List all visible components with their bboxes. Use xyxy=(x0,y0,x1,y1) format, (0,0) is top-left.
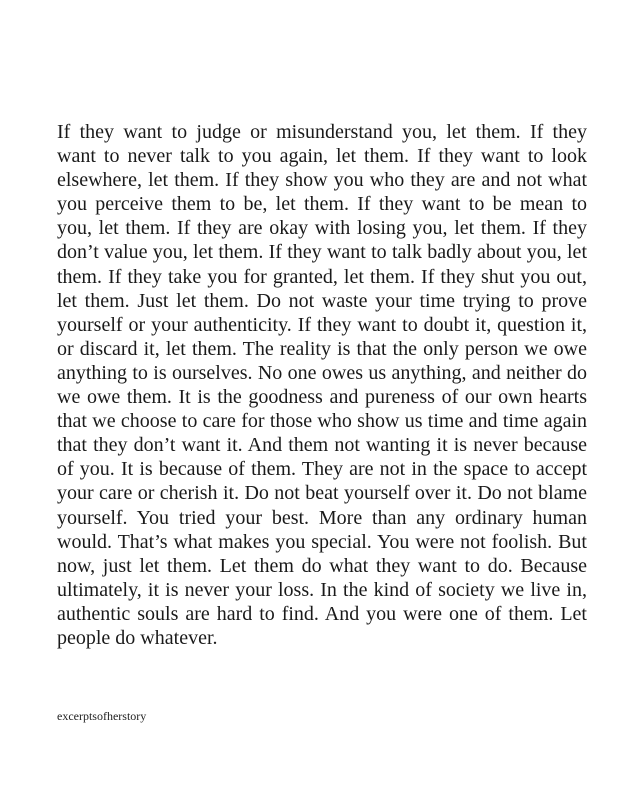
quote-line: we owe them. It is the goodness and pureness of our own hearts xyxy=(57,386,587,409)
quote-line: that they don’t want it. And them not wanting it is never because xyxy=(57,434,587,457)
quote-line: you, let them. If they are okay with losing you, let them. If they xyxy=(57,217,587,240)
quote-line: would. That’s what makes you special. You were not foolish. But xyxy=(57,530,587,553)
quote-line: you perceive them to be, let them. If they want to be mean to xyxy=(57,193,587,216)
quote-body xyxy=(57,120,587,650)
quote-line: ultimately, it is never your loss. In the kind of society we live in, xyxy=(57,578,587,601)
quote-line: don’t value you, let them. If they want to talk badly about you, let xyxy=(57,241,587,264)
quote-line: that we choose to care for those who show us time and time again xyxy=(57,410,587,433)
author-credit: excerptsofherstory xyxy=(57,709,147,723)
quote-line: anything to is ourselves. No one owes us anything, and neither do xyxy=(57,361,587,384)
quote-line: authentic souls are hard to find. And you were one of them. Let xyxy=(57,602,587,625)
quote-line: your care or cherish it. Do not beat yourself over it. Do not blame xyxy=(57,482,587,505)
quote-line: let them. Just let them. Do not waste your time trying to prove xyxy=(57,289,587,312)
quote-line: now, just let them. Let them do what they want to do. Because xyxy=(57,554,587,577)
quote-line: yourself or your authenticity. If they want to doubt it, question it, xyxy=(57,313,587,336)
quote-line: want to never talk to you again, let them. If they want to look xyxy=(57,145,587,168)
quote-line: If they want to judge or misunderstand you, let them. If they xyxy=(57,121,587,143)
quote-line: elsewhere, let them. If they show you who they are and not what xyxy=(57,169,587,192)
quote-line-last: people do whatever. xyxy=(57,626,218,649)
quote-line: yourself. You tried your best. More than any ordinary human xyxy=(57,506,587,529)
quote-line: them. If they take you for granted, let them. If they shut you out, xyxy=(57,265,587,288)
quote-line: or discard it, let them. The reality is that the only person we owe xyxy=(57,337,587,360)
quote-line: of you. It is because of them. They are not in the space to accept xyxy=(57,458,587,481)
